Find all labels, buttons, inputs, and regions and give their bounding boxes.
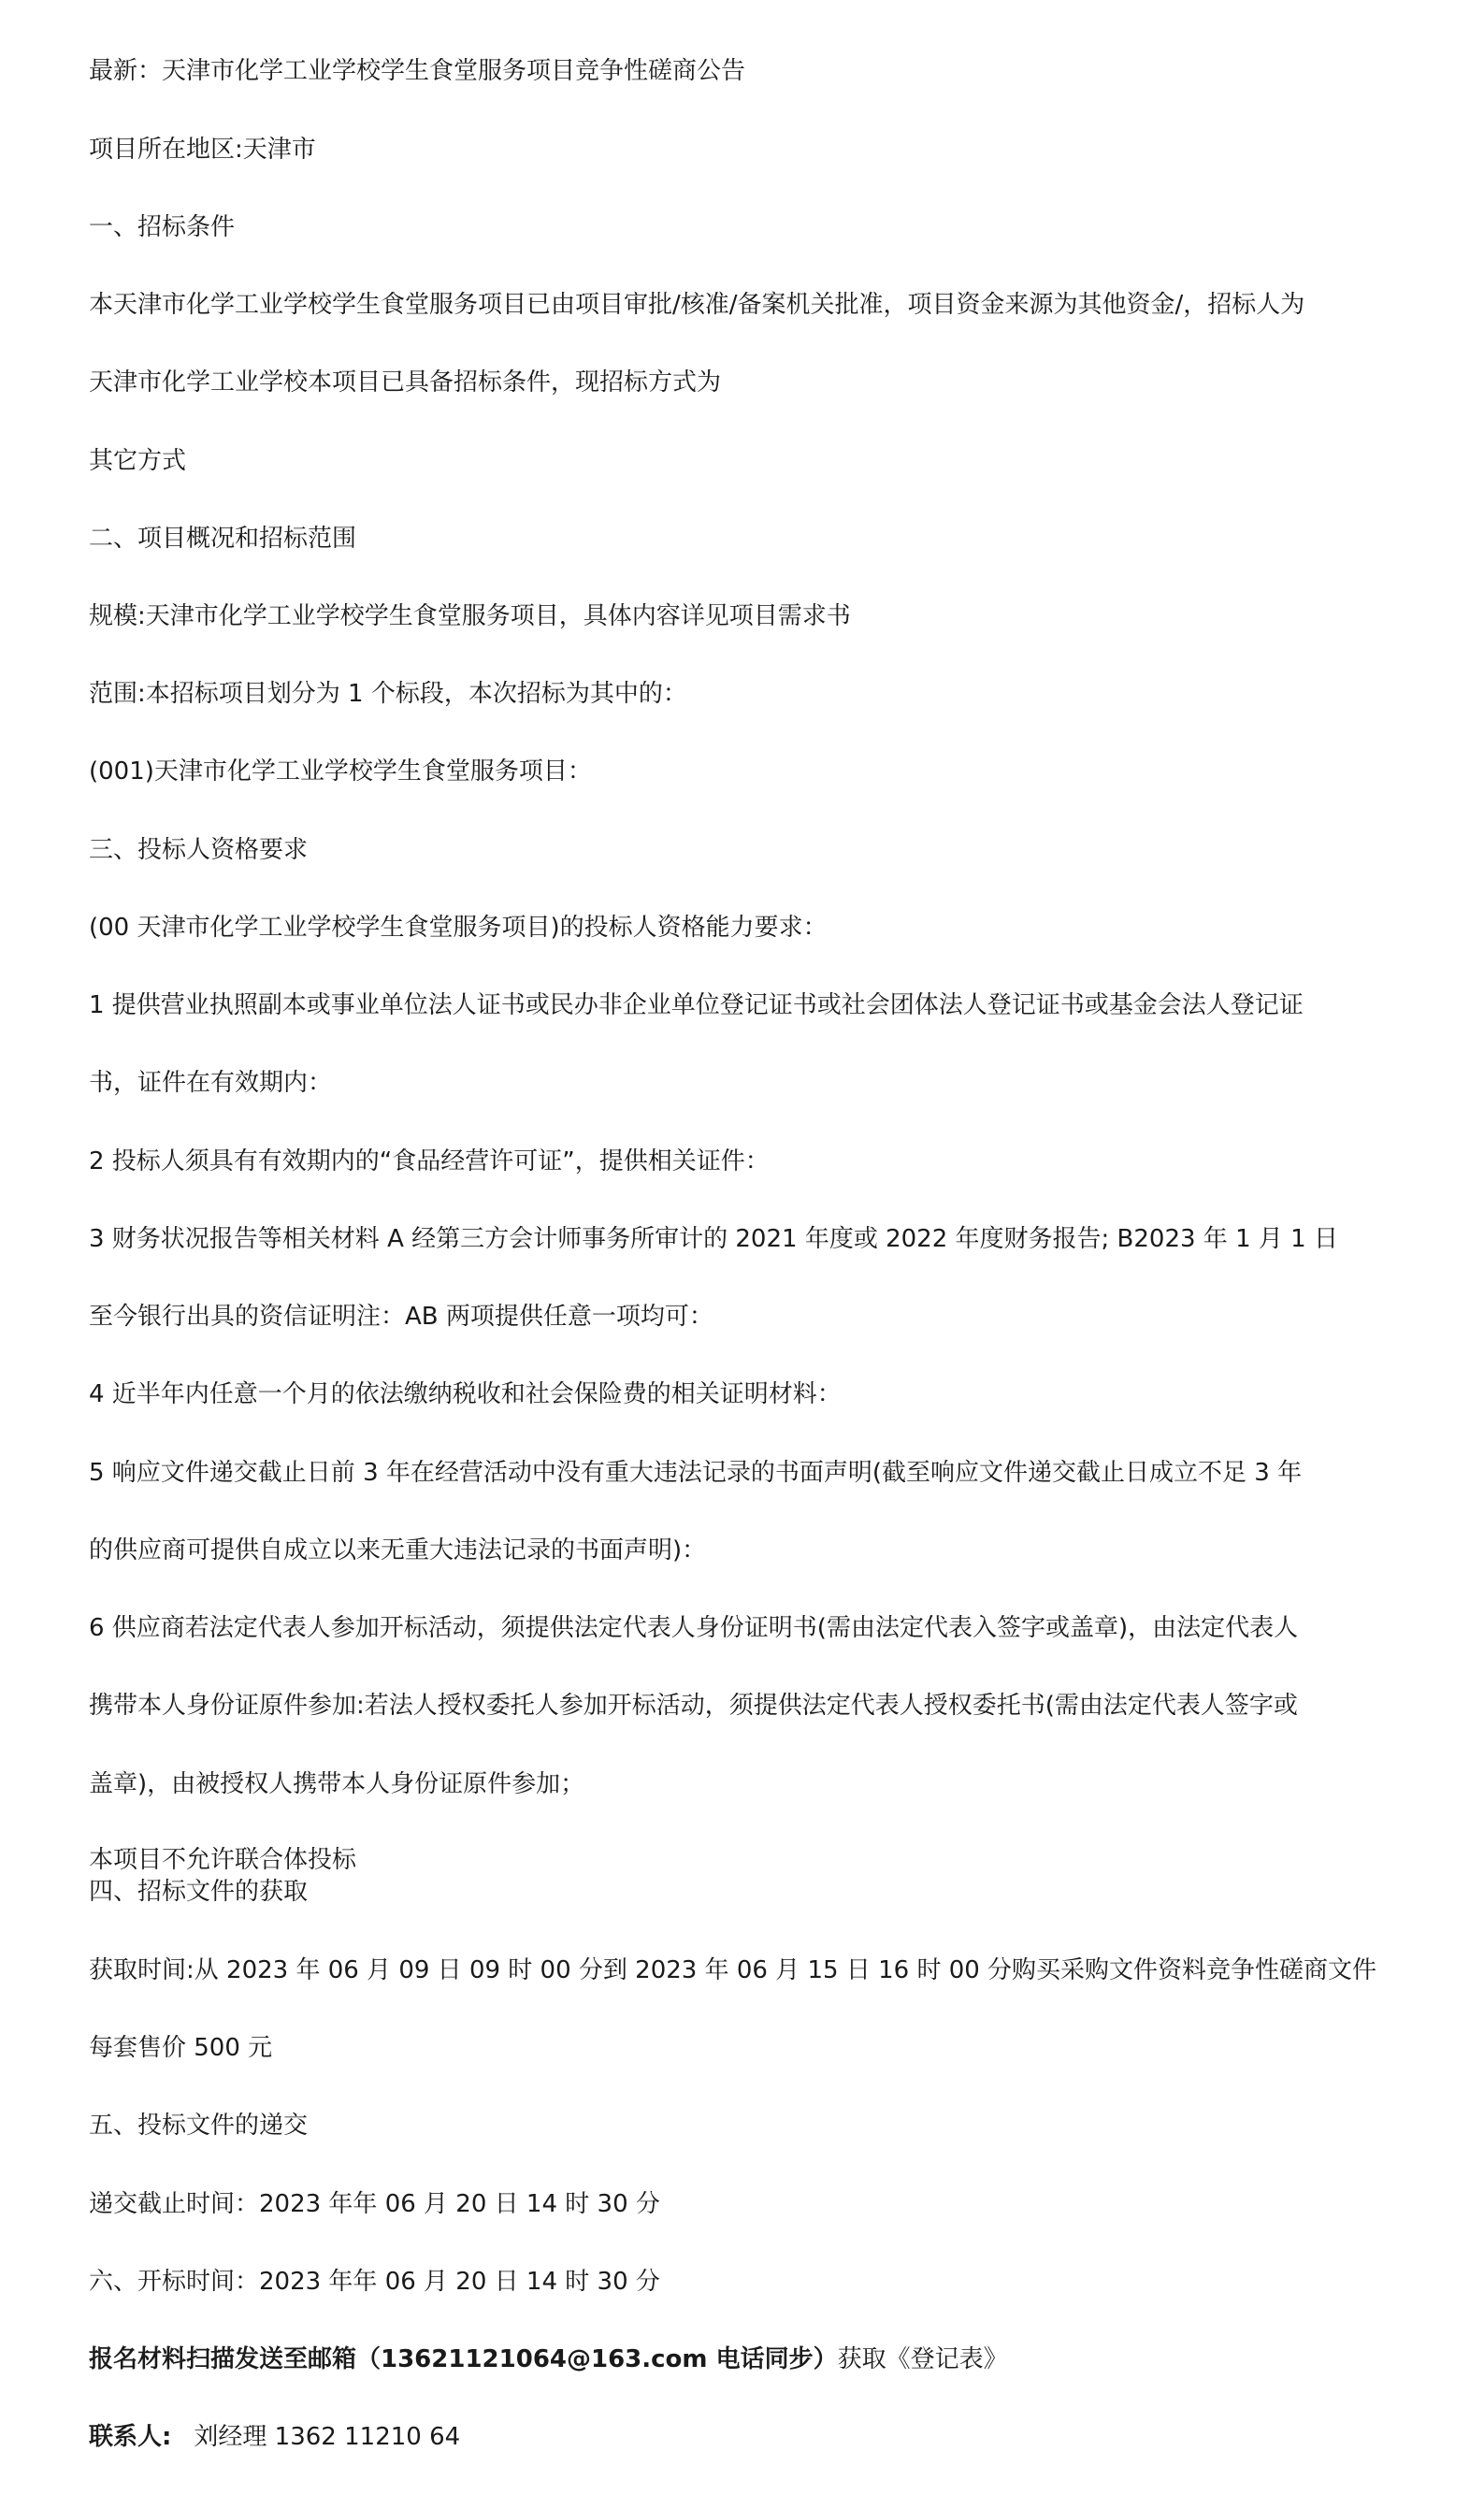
section-heading: 三、投标人资格要求: [89, 836, 309, 864]
paragraph-line: 规模:天津市化学工业学校学生食堂服务项目，具体内容详见项目需求书: [89, 602, 851, 630]
paragraph-line: 天津市化学工业学校本项目已具备招标条件，现招标方式为: [89, 368, 722, 397]
contact-email-bold: 报名材料扫描发送至邮箱（13621121064@163.com 电话同步）: [89, 2345, 838, 2373]
paragraph-line: 其它方式: [89, 447, 187, 475]
section-heading: 二、项目概况和招标范围: [89, 525, 357, 553]
requirement-item: 6 供应商若法定代表人参加开标活动，须提供法定代表人身份证明书(需由法定代表入签字或盖章)，由法定代表人: [89, 1614, 1299, 1642]
project-region: 项目所在地区:天津市: [89, 136, 316, 164]
contact-email-line: [89, 2343, 1008, 2375]
requirement-item: 携带本人身份证原件参加:若法人授权委托人参加开标活动，须提供法定代表人授权委托书(需由法定代表人签字或: [89, 1692, 1298, 1720]
contact-person-label: 联系人:: [89, 2423, 172, 2451]
requirement-item: 的供应商可提供自成立以来无重大违法记录的书面声明)：: [89, 1536, 707, 1565]
paragraph-line: 获取时间:从 2023 年 06 月 09 日 09 时 00 分到 2023 年 06 月 15 日 16 时 00 分购买采购文件资料竞争性磋商文件: [89, 1956, 1377, 1984]
paragraph-line: 本天津市化学工业学校学生食堂服务项目已由项目审批/核准/备案机关批准，项目资金来源为其他资金/，招标人为: [89, 291, 1305, 319]
deadline-line: 递交截止时间：2023 年年 06 月 20 日 14 时 30 分: [89, 2190, 660, 2218]
paragraph-line: (001)天津市化学工业学校学生食堂服务项目：: [89, 757, 592, 786]
requirement-item: 至今银行出具的资信证明注：AB 两项提供任意一项均可：: [89, 1303, 713, 1331]
requirement-item: 1 提供营业执照副本或事业单位法人证书或民办非企业单位登记证书或社会团体法人登记证书或基金会法人登记证: [89, 991, 1304, 1019]
requirement-item: 书，证件在有效期内：: [89, 1069, 333, 1097]
section-heading: 四、招标文件的获取: [89, 1878, 309, 1906]
contact-person-line: [89, 2421, 460, 2453]
paragraph-line: 每套售价 500 元: [89, 2034, 273, 2062]
doc-title: 最新：天津市化学工业学校学生食堂服务项目竞争性磋商公告: [89, 57, 746, 85]
opening-time-line: 六、开标时间：2023 年年 06 月 20 日 14 时 30 分: [89, 2268, 660, 2296]
paragraph-line: (00 天津市化学工业学校学生食堂服务项目)的投标人资格能力要求：: [89, 914, 828, 942]
contact-person-value: 刘经理 1362 11210 64: [194, 2423, 461, 2451]
section-heading: 一、招标条件: [89, 213, 236, 241]
requirement-item: 4 近半年内任意一个月的依法缴纳税收和社会保险费的相关证明材料：: [89, 1380, 842, 1408]
paragraph-line: 范围:本招标项目划分为 1 个标段，本次招标为其中的：: [89, 680, 687, 708]
contact-email-suffix: 获取《登记表》: [837, 2345, 1008, 2373]
requirement-item: 3 财务状况报告等相关材料 A 经第三方会计师事务所审计的 2021 年度或 2022 年度财务报告; B2023 年 1 月 1 日: [89, 1225, 1338, 1253]
requirement-item: 5 响应文件递交截止日前 3 年在经营活动中没有重大违法记录的书面声明(截至响应文件递交截止日成立不足 3 年: [89, 1459, 1303, 1487]
paragraph-line: 本项目不允许联合体投标: [89, 1846, 357, 1874]
requirement-item: 2 投标人须具有有效期内的“食品经营许可证”，提供相关证件：: [89, 1147, 770, 1175]
requirement-item: 盖章)，由被授权人携带本人身份证原件参加；: [89, 1770, 585, 1798]
section-heading: 五、投标文件的递交: [89, 2112, 309, 2140]
